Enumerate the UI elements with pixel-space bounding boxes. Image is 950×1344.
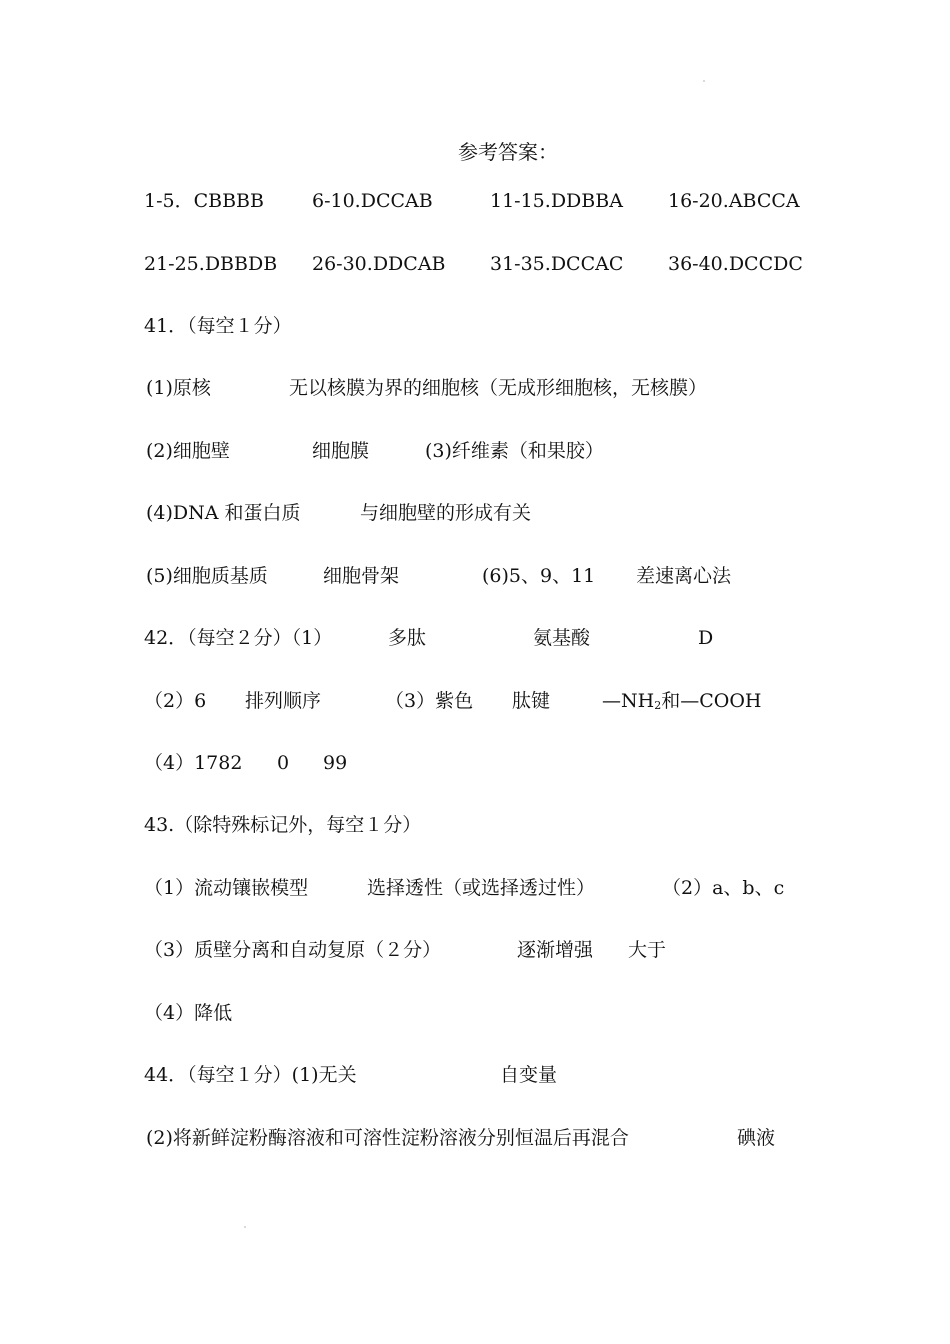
answer-text: （2）a、b、c (662, 877, 785, 899)
answer-text: (1)原核 (146, 377, 211, 399)
answer-text: 44．（每空１分）(1)无关 (144, 1064, 357, 1086)
question-header: 41．（每空１分） (144, 315, 292, 337)
answer-text: (2)将新鲜淀粉酶溶液和可溶性淀粉溶液分别恒温后再混合 (146, 1127, 629, 1149)
answer-text: （1）流动镶嵌模型 (144, 877, 309, 899)
answer-text: （2）6 (144, 690, 207, 712)
answer-text: 排列顺序 (245, 690, 322, 712)
scan-speck (244, 1226, 246, 1228)
amino-group: —NH (602, 690, 655, 712)
answer-text: （4）降低 (144, 1002, 233, 1024)
answer-text: 细胞膜 (312, 440, 370, 462)
carboxyl-group: 和—COOH (661, 690, 762, 712)
answer-text: 氨基酸 (533, 627, 591, 649)
answer-text: 0 (277, 752, 290, 774)
answer-text: （3）紫色 (385, 690, 474, 712)
answer-text: 与细胞壁的形成有关 (360, 502, 532, 524)
answer-text: 细胞骨架 (323, 565, 400, 587)
mc-answer-group: 6-10.DCCAB (312, 190, 433, 212)
answer-text: D (698, 627, 714, 649)
answer-text: 大于 (628, 939, 667, 961)
functional-groups-answer (602, 686, 761, 716)
answer-text: （3）质壁分离和自动复原（２分） (144, 939, 442, 961)
mc-answer-group: 36-40.DCCDC (668, 253, 803, 275)
answer-text: (3)纤维素（和果胶） (425, 440, 604, 462)
page-title: 参考答案： (458, 140, 558, 164)
answer-text: (4)DNA 和蛋白质 (146, 502, 301, 524)
mc-answer-group: 26-30.DDCAB (312, 253, 446, 275)
answer-text: 自变量 (500, 1064, 558, 1086)
answer-text: 42．（每空２分）（1） (144, 627, 333, 649)
answer-text: 碘液 (737, 1127, 776, 1149)
answer-text: 肽键 (512, 690, 551, 712)
answer-text: (5)细胞质基质 (146, 565, 268, 587)
mc-answer-group: 31-35.DCCAC (490, 253, 624, 275)
answer-text: (2)细胞壁 (146, 440, 230, 462)
mc-answer-group: 21-25.DBBDB (144, 253, 278, 275)
answer-text: 差速离心法 (636, 565, 732, 587)
answer-text: 无以核膜为界的细胞核（无成形细胞核，无核膜） (289, 377, 708, 399)
subscript: 2 (654, 699, 662, 712)
mc-answer-group: 16-20.ABCCA (668, 190, 800, 212)
answer-text: 选择透性（或选择透过性） (367, 877, 596, 899)
answer-text: (6)5、9、11 (482, 565, 596, 587)
answer-text: 99 (323, 752, 348, 774)
mc-answer-group: 1-5．CBBBB (144, 190, 264, 212)
answer-text: 逐渐增强 (517, 939, 594, 961)
answer-text: （4）1782 (144, 752, 243, 774)
question-header: 43.（除特殊标记外，每空１分） (144, 814, 422, 836)
scan-speck (703, 80, 705, 82)
answer-text: 多肽 (388, 627, 427, 649)
mc-answer-group: 11-15.DDBBA (490, 190, 623, 212)
